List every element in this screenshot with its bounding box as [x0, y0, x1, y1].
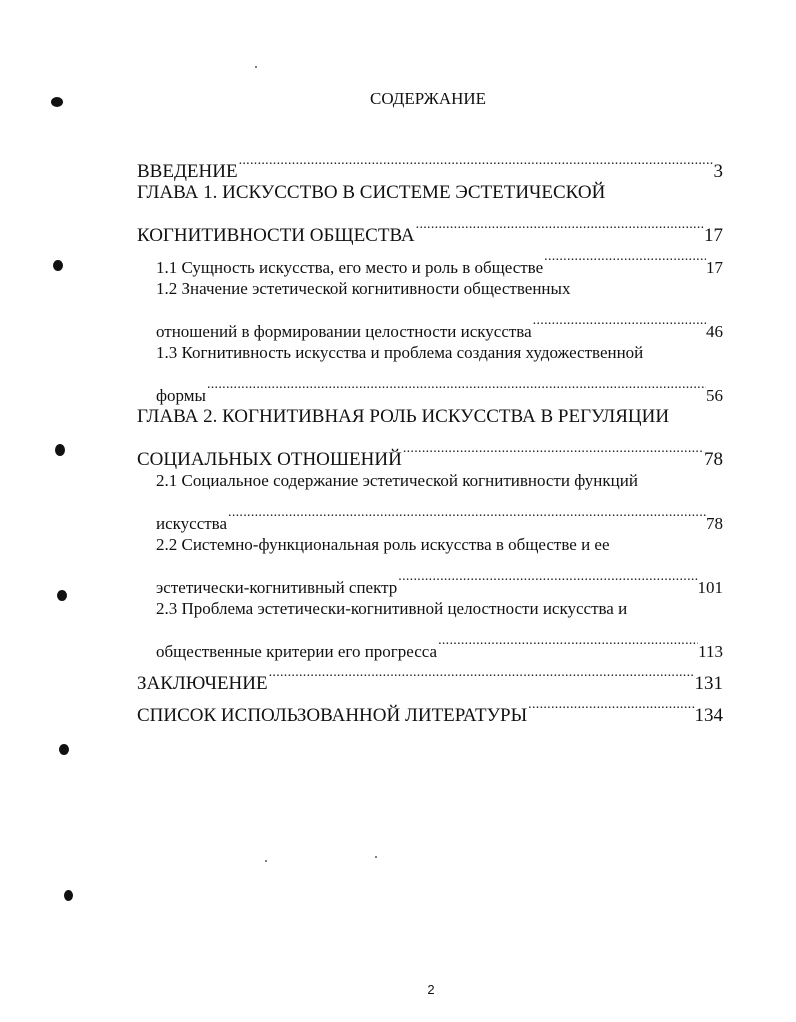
toc-entry	[137, 497, 723, 533]
toc-entry	[137, 145, 723, 182]
toc-entry-page: 113	[698, 642, 723, 661]
toc-entry-page: 3	[713, 161, 723, 182]
toc-entry	[137, 625, 723, 661]
toc-entry-title: эстетически-когнитивный спектр	[156, 578, 398, 597]
toc-entry-title: СОЦИАЛЬНЫХ ОТНОШЕНИЙ	[137, 449, 402, 470]
toc-entry-title: 1.3 Когнитивность искусства и проблема создания художественной	[156, 343, 644, 362]
toc-entry	[137, 401, 723, 433]
toc-dot-leader	[415, 209, 704, 241]
toc-entry	[137, 177, 723, 209]
toc-entry-title: ГЛАВА 1. ИСКУССТВО В СИСТЕМЕ ЭСТЕТИЧЕСКОЙ	[137, 182, 606, 203]
toc-entry	[137, 337, 723, 369]
toc-entry-page: 56	[706, 386, 723, 405]
toc-entry-title: КОГНИТИВНОСТИ ОБЩЕСТВА	[137, 225, 415, 246]
toc-dot-leader	[543, 241, 706, 273]
toc-entry-title: 2.2 Системно-функциональная роль искусства в обществе и ее	[156, 535, 610, 554]
toc-heading: СОДЕРЖАНИЕ	[370, 89, 487, 108]
toc-entry-title: ЗАКЛЮЧЕНИЕ	[137, 673, 268, 694]
toc-entry-title: 2.3 Проблема эстетически-когнитивной целостности искусства и	[156, 599, 628, 618]
toc-entry-page: 78	[704, 449, 723, 470]
toc-entry-page: 17	[706, 258, 723, 277]
table-of-contents	[137, 145, 723, 726]
toc-entry-title: отношений в формировании целостности искусства	[156, 322, 532, 341]
toc-dot-leader	[437, 625, 698, 657]
toc-dot-leader	[268, 657, 695, 689]
toc-entry-title: СПИСОК ИСПОЛЬЗОВАННОЙ ЛИТЕРАТУРЫ	[137, 705, 528, 726]
toc-entry-page: 78	[706, 514, 723, 533]
toc-entry-title: общественные критерии его прогресса	[156, 642, 438, 661]
scan-speck	[375, 856, 377, 858]
binder-hole-mark	[59, 744, 69, 755]
toc-entry	[137, 369, 723, 405]
toc-entry-page: 46	[706, 322, 723, 341]
binder-hole-mark	[55, 444, 65, 456]
toc-entry-page: 101	[697, 578, 723, 597]
toc-entry-title: ГЛАВА 2. КОГНИТИВНАЯ РОЛЬ ИСКУССТВА В РЕГУЛЯЦИИ	[137, 406, 670, 427]
toc-dot-leader	[238, 145, 714, 177]
toc-dot-leader	[227, 497, 706, 529]
toc-entry	[137, 305, 723, 341]
toc-entry-title: формы	[156, 386, 206, 405]
toc-entry	[137, 529, 723, 561]
toc-dot-leader	[532, 305, 706, 337]
toc-entry-page: 17	[704, 225, 723, 246]
scan-speck	[255, 66, 257, 68]
binder-hole-mark	[57, 590, 67, 601]
binder-hole-mark	[53, 260, 63, 271]
toc-dot-leader	[206, 369, 706, 401]
page-number: 2	[427, 982, 435, 997]
toc-entry-page: 134	[694, 705, 723, 726]
scan-speck	[265, 860, 267, 862]
toc-entry	[137, 465, 723, 497]
binder-hole-mark	[51, 97, 63, 107]
toc-entry	[137, 561, 723, 597]
toc-entry	[137, 433, 723, 470]
toc-entry-title: 1.2 Значение эстетической когнитивности общественных	[156, 279, 571, 298]
toc-entry	[137, 273, 723, 305]
toc-dot-leader	[402, 433, 704, 465]
toc-entry	[137, 209, 723, 246]
toc-entry	[137, 593, 723, 625]
toc-entry-title: искусства	[156, 514, 228, 533]
toc-entry-title: ВВЕДЕНИЕ	[137, 161, 238, 182]
toc-entry-title: 1.1 Сущность искусства, его место и роль в обществе	[156, 258, 544, 277]
toc-dot-leader	[397, 561, 697, 593]
toc-entry-title: 2.1 Социальное содержание эстетической когнитивности функций	[156, 471, 638, 490]
toc-dot-leader	[527, 689, 694, 721]
binder-hole-mark	[64, 890, 73, 901]
toc-entry-page: 131	[694, 673, 723, 694]
